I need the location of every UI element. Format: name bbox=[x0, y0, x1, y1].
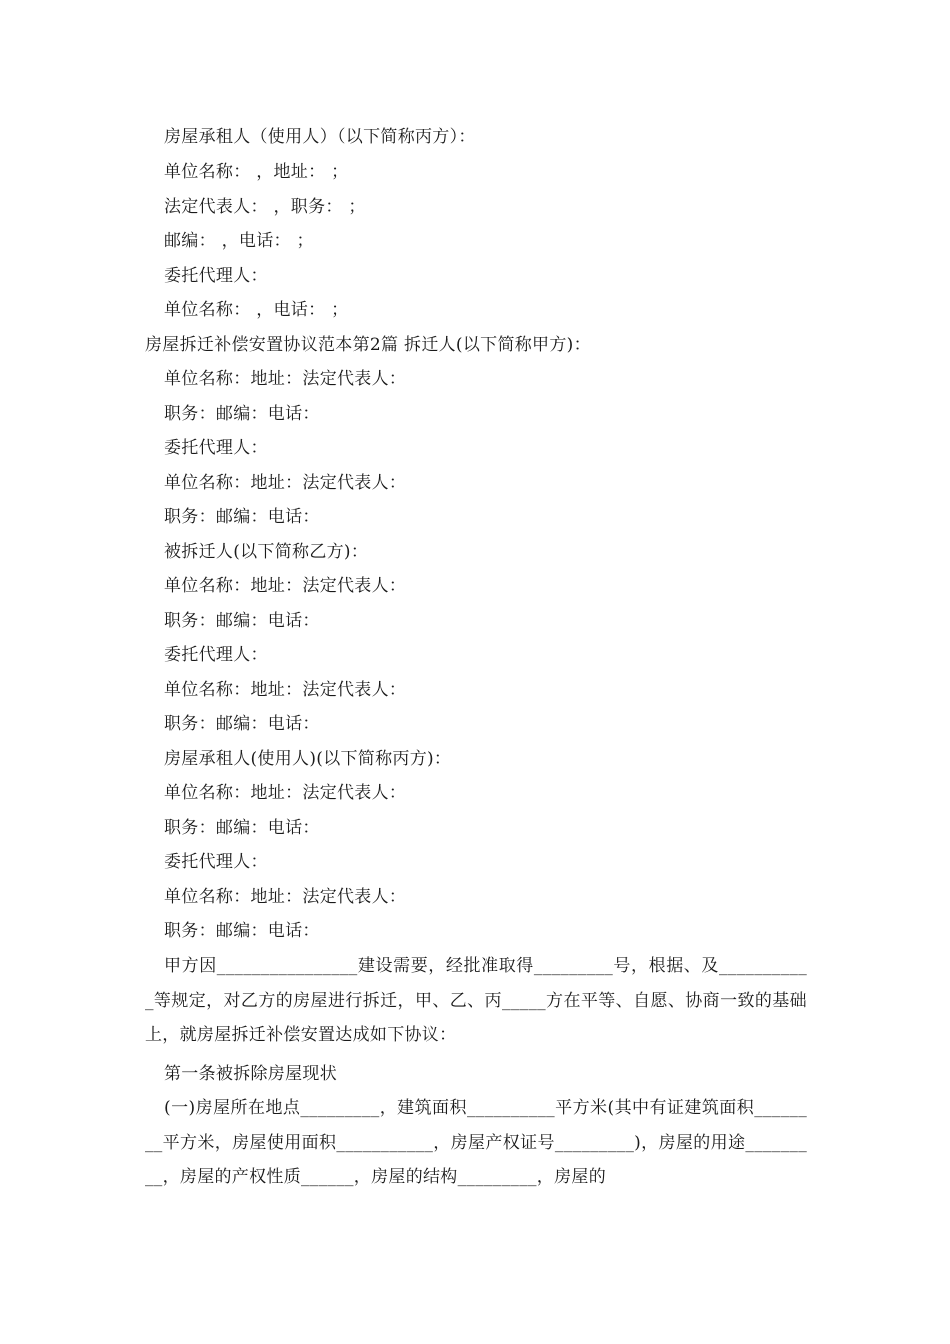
text-line: 单位名称：地址：法定代表人： bbox=[164, 576, 407, 596]
text-line: 邮编： ，电话： ； bbox=[164, 231, 314, 251]
text-line: 职务：邮编：电话： bbox=[164, 818, 320, 838]
text-line: 委托代理人： bbox=[164, 266, 268, 286]
text-line: 单位名称：地址：法定代表人： bbox=[164, 680, 407, 700]
section-heading: 房屋拆迁补偿安置协议范本第2篇 拆迁人(以下简称甲方)： bbox=[145, 335, 591, 355]
text-line: 房屋承租人（使用人）（以下简称丙方）： bbox=[164, 127, 476, 147]
text-line: 法定代表人： ，职务： ； bbox=[164, 197, 366, 217]
text-line: 被拆迁人(以下简称乙方)： bbox=[164, 542, 369, 562]
text-line: 单位名称：地址：法定代表人： bbox=[164, 887, 407, 907]
text-line: 委托代理人： bbox=[164, 438, 268, 458]
text-line: 职务：邮编：电话： bbox=[164, 921, 320, 941]
text-line: 委托代理人： bbox=[164, 852, 268, 872]
article-heading: 第一条被拆除房屋现状 bbox=[164, 1064, 337, 1084]
body-paragraph: 甲方因________________建设需要，经批准取得_________号，根据、及___________等规定，对乙方的房屋进行拆迁，甲、乙、丙_____方在平等、自愿、协商一致的基础上，就房屋拆迁补偿安置达成如下协议： bbox=[145, 956, 807, 1045]
text-line: 单位名称： ，地址： ； bbox=[164, 162, 349, 182]
text-line: 职务：邮编：电话： bbox=[164, 507, 320, 527]
text-line: 委托代理人： bbox=[164, 645, 268, 665]
text-line: 职务：邮编：电话： bbox=[164, 714, 320, 734]
body-paragraph: (一)房屋所在地点_________，建筑面积__________平方米(其中有证建筑面积________平方米，房屋使用面积___________，房屋产权证号_________)，房屋的用途_________，房屋的产权性质______，房屋的结构_________，房屋的 bbox=[145, 1098, 807, 1187]
text-line: 单位名称：地址：法定代表人： bbox=[164, 473, 407, 493]
text-line: 房屋承租人(使用人)(以下简称丙方)： bbox=[164, 749, 452, 769]
text-line: 单位名称： ，电话： ； bbox=[164, 300, 349, 320]
text-line: 职务：邮编：电话： bbox=[164, 611, 320, 631]
text-line: 单位名称：地址：法定代表人： bbox=[164, 783, 407, 803]
text-line: 职务：邮编：电话： bbox=[164, 404, 320, 424]
text-line: 单位名称：地址：法定代表人： bbox=[164, 369, 407, 389]
